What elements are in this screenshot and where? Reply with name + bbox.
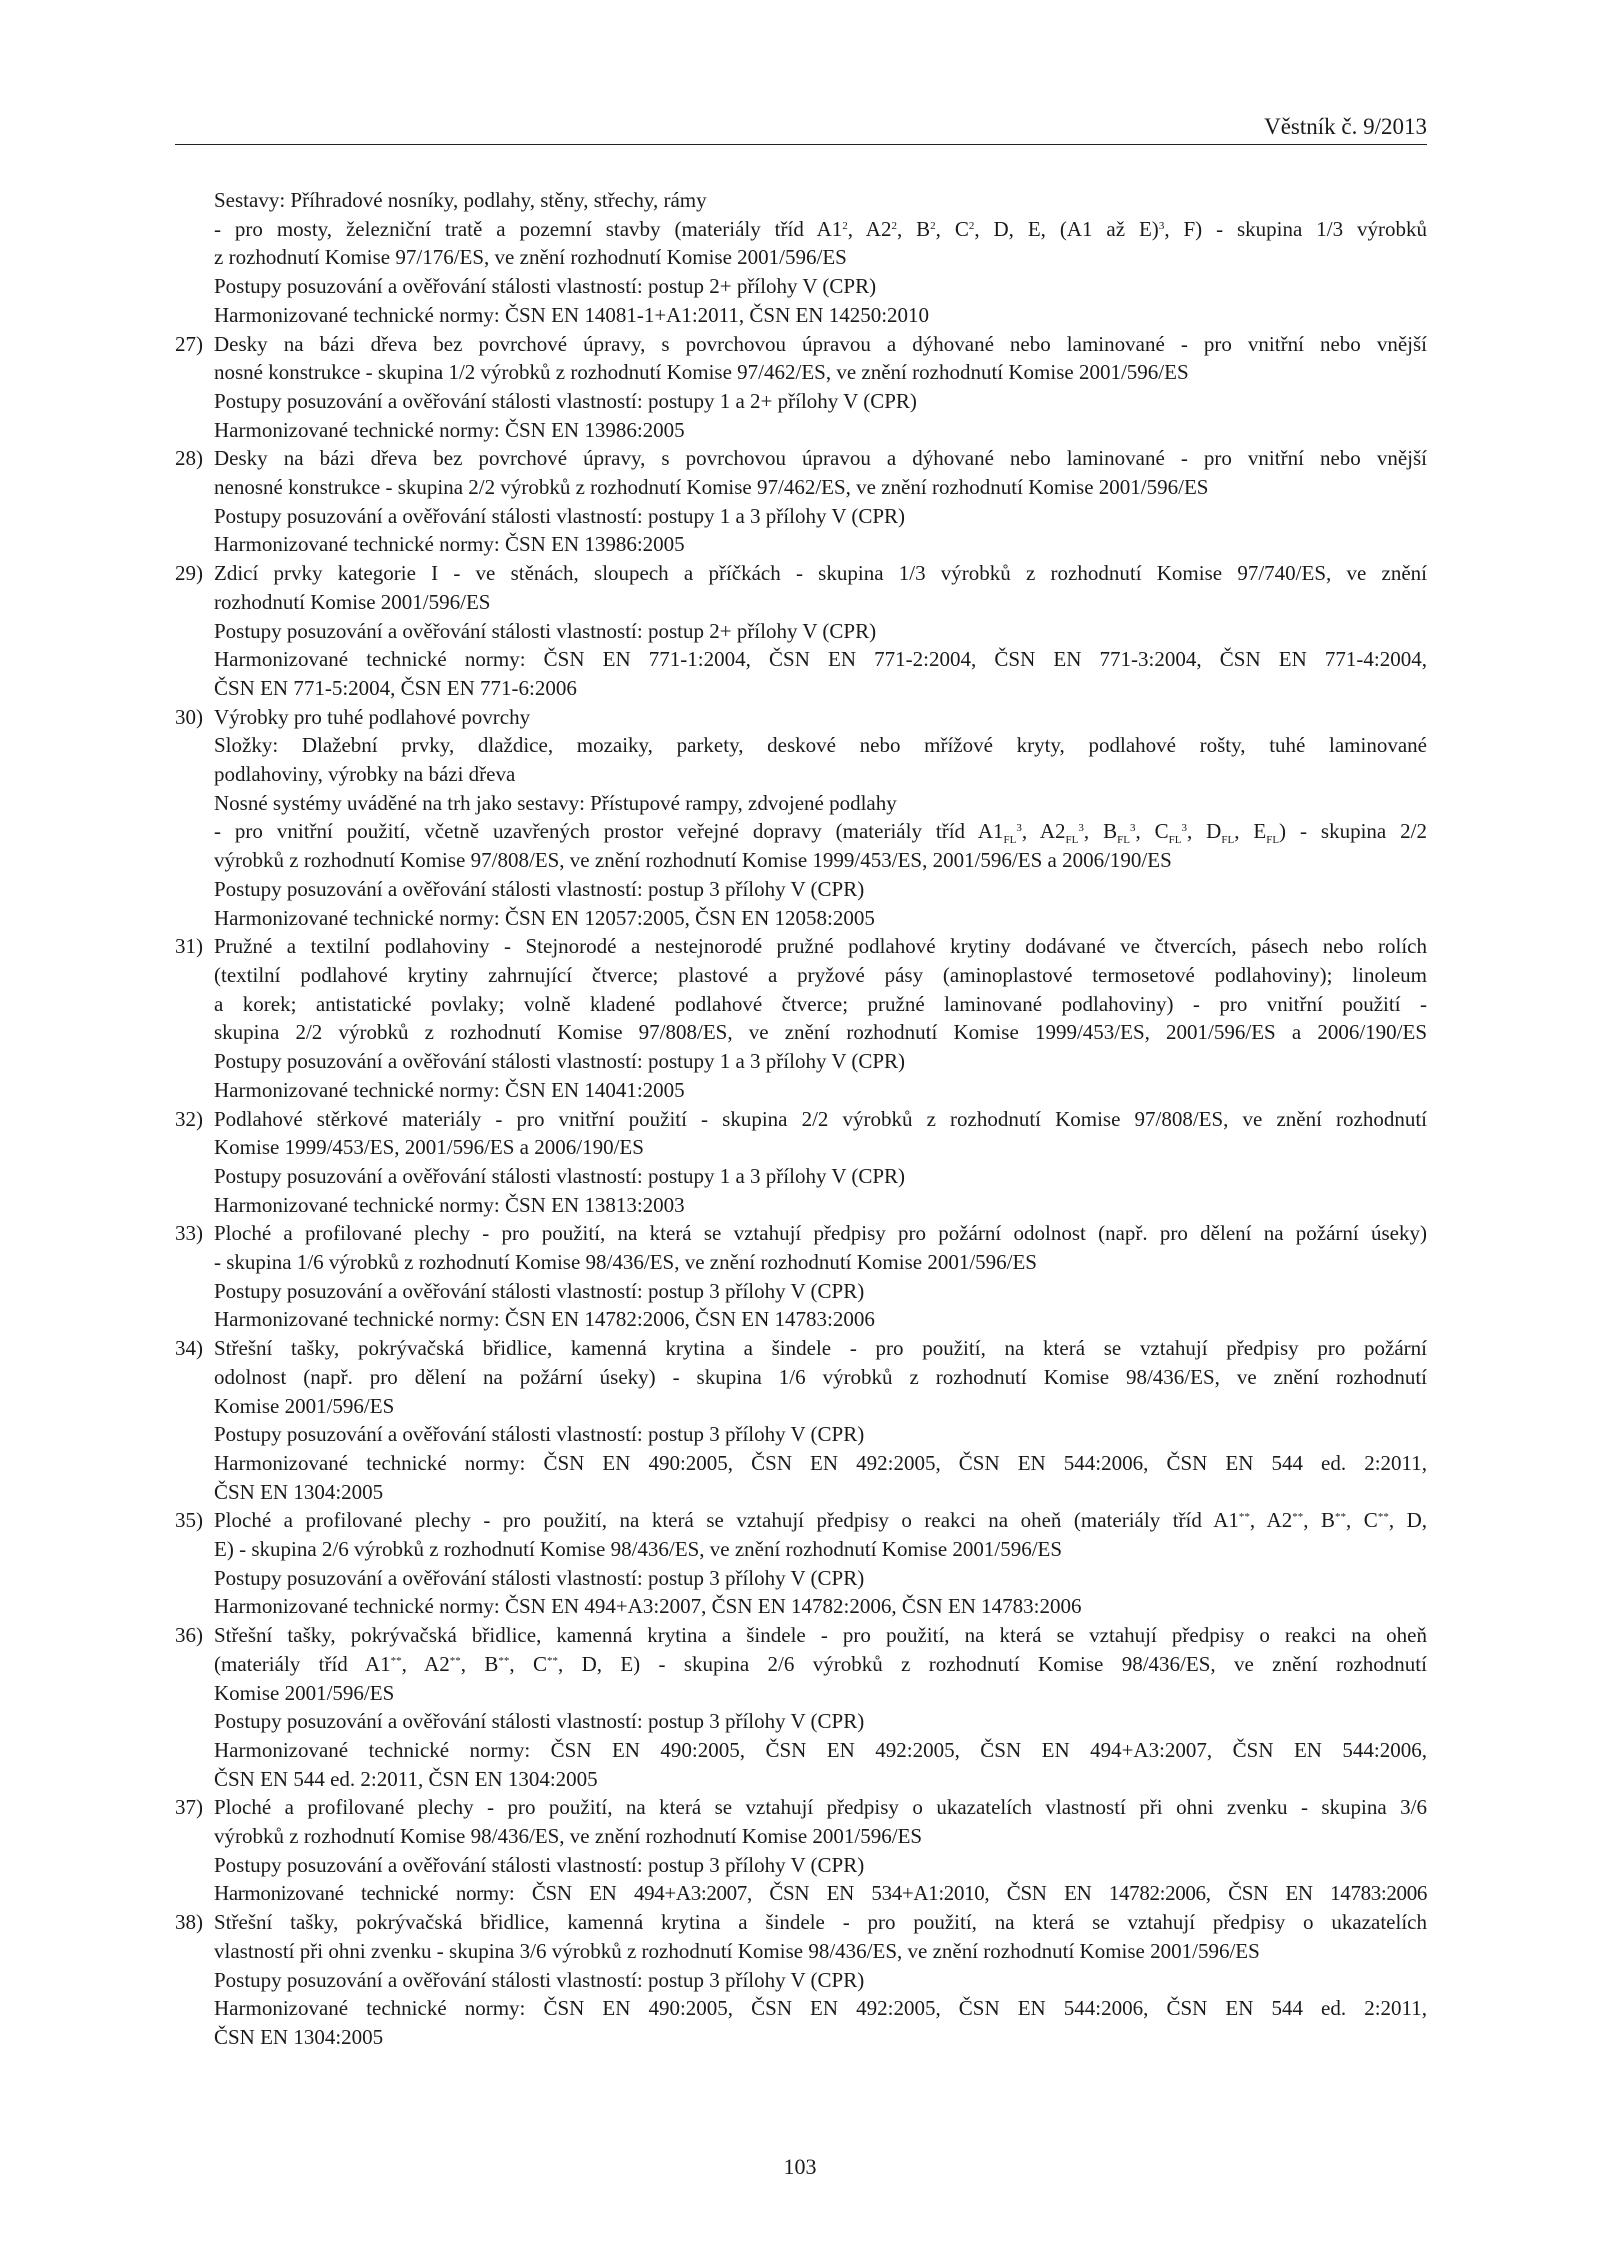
- text-line: Postupy posuzování a ověřování stálosti vlastností: postupy 1 a 2+ přílohy V (CPR): [214, 388, 917, 413]
- text-line: Postupy posuzování a ověřování stálosti vlastností: postup 3 přílohy V (CPR): [214, 876, 865, 901]
- text-line: Harmonizované technické normy: ČSN EN 14081-1+A1:2011, ČSN EN 14250:2010: [214, 302, 930, 327]
- text-line: Harmonizované technické normy: ČSN EN 771-1:2004, ČSN EN 771-2:2004, ČSN EN 771-3:2004, ČSN EN 771-4:2004,: [214, 647, 1427, 672]
- text-line: Sestavy: Příhradové nosníky, podlahy, stěny, střechy, rámy: [214, 188, 707, 212]
- text-line: 36) Střešní tašky, pokrývačská břidlice, kamenná krytina a šindele - pro použití, na která se vztahují předpisy o reakci na oheň: [175, 1621, 1427, 1650]
- text-line: Harmonizované technické normy: ČSN EN 13986:2005: [214, 417, 685, 442]
- text-line: 27) Desky na bázi dřeva bez povrchové úpravy, s povrchovou úpravou a dýhované nebo laminované - pro vnitřní nebo vnější: [175, 330, 1427, 359]
- text-line: 35) Ploché a profilované plechy - pro použití, na která se vztahují předpisy o reakci na oheň (materiály tříd A1**, A2**, B**, C**, D,: [175, 1506, 1427, 1535]
- list-item-27: [175, 330, 1427, 445]
- item-number: 30): [175, 704, 203, 729]
- item-number: 29): [175, 561, 203, 586]
- text-line: 37) Ploché a profilované plechy - pro použití, na která se vztahují předpisy o ukazatelích vlastností při ohni zvenku - skupina 3/6: [175, 1793, 1427, 1822]
- text-line: Harmonizované technické normy: ČSN EN 490:2005, ČSN EN 492:2005, ČSN EN 544:2006, ČSN EN 544 ed. 2:2011,: [214, 1996, 1427, 2021]
- item-number: 32): [175, 1106, 203, 1131]
- list-item-35: [175, 1506, 1427, 1621]
- text-line: ČSN EN 544 ed. 2:2011, ČSN EN 1304:2005: [214, 1766, 598, 1791]
- list-item-26-continuation: [175, 186, 1427, 330]
- text-line: Harmonizované technické normy: ČSN EN 490:2005, ČSN EN 492:2005, ČSN EN 544:2006, ČSN EN 544 ed. 2:2011,: [214, 1450, 1427, 1475]
- text-line: Harmonizované technické normy: ČSN EN 13813:2003: [214, 1192, 685, 1217]
- text-line: (textilní podlahové krytiny zahrnující čtverce; plastové a pryžové pásy (aminoplastové termosetové podlahoviny); linoleum: [214, 962, 1427, 987]
- list-item-31: [175, 932, 1427, 1104]
- text-line: Postupy posuzování a ověřování stálosti vlastností: postupy 1 a 3 přílohy V (CPR): [214, 503, 906, 528]
- text-line: Komise 1999/453/ES, 2001/596/ES a 2006/190/ES: [214, 1135, 644, 1160]
- text-line: Komise 2001/596/ES: [214, 1393, 395, 1418]
- text-line: ČSN EN 1304:2005: [214, 2025, 384, 2049]
- text-line: Harmonizované technické normy: ČSN EN 494+A3:2007, ČSN EN 534+A1:2010, ČSN EN 14782:2006, ČSN EN 14783:2006: [214, 1881, 1427, 1906]
- text-line: 38) Střešní tašky, pokrývačská břidlice, kamenná krytina a šindele - pro použití, na která se vztahují předpisy o ukazatelích: [175, 1908, 1427, 1937]
- text-line: Postupy posuzování a ověřování stálosti vlastností: postup 2+ přílohy V (CPR): [214, 618, 877, 643]
- item-number: 38): [175, 1910, 203, 1935]
- text-line: Harmonizované technické normy: ČSN EN 13986:2005: [214, 532, 685, 557]
- text-line: vlastností při ohni zvenku - skupina 3/6 výrobků z rozhodnutí Komise 98/436/ES, ve znění rozhodnutí Komise 2001/596/ES: [214, 1938, 1260, 1963]
- text-line: podlahoviny, výrobky na bázi dřeva: [214, 762, 516, 787]
- text-line: Komise 2001/596/ES: [214, 1680, 395, 1705]
- text-line: nosné konstrukce - skupina 1/2 výrobků z rozhodnutí Komise 97/462/ES, ve znění rozhodnutí Komise 2001/596/ES: [214, 360, 1189, 385]
- item-number: 33): [175, 1221, 203, 1246]
- text-line: 30) Výrobky pro tuhé podlahové povrchy: [175, 703, 1427, 732]
- text-line: 31) Pružné a textilní podlahoviny - Stejnorodé a nestejnorodé pružné podlahové krytiny dodávané ve čtvercích, pásech nebo rolích: [175, 932, 1427, 961]
- page-header: [175, 112, 1427, 145]
- list-item-30: [175, 703, 1427, 933]
- text-line: ČSN EN 1304:2005: [214, 1479, 384, 1504]
- text-line: Postupy posuzování a ověřování stálosti vlastností: postup 3 přílohy V (CPR): [214, 1278, 865, 1303]
- text-line: 33) Ploché a profilované plechy - pro použití, na která se vztahují předpisy pro požární odolnost (např. pro dělení na požární úseky): [175, 1219, 1427, 1248]
- text-line: 29) Zdicí prvky kategorie I - ve stěnách, sloupech a příčkách - skupina 1/3 výrobků z rozhodnutí Komise 97/740/ES, ve znění: [175, 559, 1427, 588]
- text-line: rozhodnutí Komise 2001/596/ES: [214, 589, 491, 614]
- text-line: Harmonizované technické normy: ČSN EN 490:2005, ČSN EN 492:2005, ČSN EN 494+A3:2007, ČSN EN 544:2006,: [214, 1737, 1427, 1762]
- item-number: 28): [175, 446, 203, 471]
- text-line: a korek; antistatické povlaky; volně kladené podlahové čtverce; pružné laminované podlahoviny) - pro vnitřní použití -: [214, 991, 1427, 1016]
- text-line: skupina 2/2 výrobků z rozhodnutí Komise 97/808/ES, ve znění rozhodnutí Komise 1999/453/ES, 2001/596/ES a 2006/190/ES: [214, 1020, 1427, 1045]
- text-line: Postupy posuzování a ověřování stálosti vlastností: postup 3 přílohy V (CPR): [214, 1422, 865, 1447]
- text-line: Postupy posuzování a ověřování stálosti vlastností: postupy 1 a 3 přílohy V (CPR): [214, 1049, 906, 1074]
- page-number: 103: [783, 2154, 817, 2179]
- text-line: - pro mosty, železniční tratě a pozemní stavby (materiály tříd $A1^2$, $A2^2$, $B^2$, $C^2$, D, E, (A1 až E)$^3$, F) - skupina 1/3 výrobků: [214, 216, 1427, 241]
- list-item-36: [175, 1621, 1427, 1793]
- list-item-32: [175, 1105, 1427, 1220]
- document-body: [175, 186, 1427, 2052]
- text-line: nenosné konstrukce - skupina 2/2 výrobků z rozhodnutí Komise 97/462/ES, ve znění rozhodnutí Komise 2001/596/ES: [214, 475, 1209, 500]
- text-line: ČSN EN 771-5:2004, ČSN EN 771-6:2006: [214, 675, 577, 700]
- text-line: 32) Podlahové stěrkové materiály - pro vnitřní použití - skupina 2/2 výrobků z rozhodnutí Komise 97/808/ES, ve znění rozhodnutí: [175, 1105, 1427, 1134]
- text-line: výrobků z rozhodnutí Komise 97/808/ES, ve znění rozhodnutí Komise 1999/453/ES, 2001/596/ES a 2006/190/ES: [214, 848, 1172, 873]
- item-number: 34): [175, 1336, 203, 1361]
- list-item-33: [175, 1219, 1427, 1334]
- text-line: odolnost (např. pro dělení na požární úseky) - skupina 1/6 výrobků z rozhodnutí Komise 98/436/ES, ve znění rozhodnutí: [214, 1364, 1427, 1389]
- text-line: Postupy posuzování a ověřování stálosti vlastností: postup 3 přílohy V (CPR): [214, 1852, 865, 1877]
- text-line: (materiály tříd A1**, A2**, B**, C**, D, E) - skupina 2/6 výrobků z rozhodnutí Komise 98/436/ES, ve znění rozhodnutí: [214, 1651, 1427, 1676]
- text-line: E) - skupina 2/6 výrobků z rozhodnutí Komise 98/436/ES, ve znění rozhodnutí Komise 2001/596/ES: [214, 1537, 1063, 1562]
- text-line: Nosné systémy uváděné na trh jako sestavy: Přístupové rampy, zdvojené podlahy: [214, 790, 897, 815]
- item-number: 37): [175, 1795, 203, 1820]
- list-item-38: [175, 1908, 1427, 2052]
- item-number: 31): [175, 934, 203, 959]
- text-line: Složky: Dlažební prvky, dlaždice, mozaiky, parkety, deskové nebo mřížové kryty, podlahové rošty, tuhé laminované: [214, 733, 1427, 758]
- journal-title: Věstník č. 9/2013: [1264, 114, 1427, 139]
- text-line: Harmonizované technické normy: ČSN EN 12057:2005, ČSN EN 12058:2005: [214, 905, 875, 930]
- item-number: 35): [175, 1508, 203, 1533]
- list-item-34: [175, 1334, 1427, 1506]
- item-number: 27): [175, 331, 203, 356]
- text-line: Postupy posuzování a ověřování stálosti vlastností: postupy 1 a 3 přílohy V (CPR): [214, 1163, 906, 1188]
- list-item-29: [175, 559, 1427, 703]
- text-line: Postupy posuzování a ověřování stálosti vlastností: postup 3 přílohy V (CPR): [214, 1565, 865, 1590]
- list-item-28: [175, 444, 1427, 559]
- text-line: 34) Střešní tašky, pokrývačská břidlice, kamenná krytina a šindele - pro použití, na která se vztahují předpisy pro požární: [175, 1334, 1427, 1363]
- text-line: Postupy posuzování a ověřování stálosti vlastností: postup 3 přílohy V (CPR): [214, 1709, 865, 1734]
- text-line: - pro vnitřní použití, včetně uzavřených prostor veřejné dopravy (materiály tříd $A1_{FL}^3$, $A2_{FL}^3$, $B_{FL}^3$, $C_{FL}^3$, $D_{FL}$, $E_{FL}$) - skupina 2/2: [214, 819, 1428, 847]
- item-number: 36): [175, 1623, 203, 1648]
- page-footer: [0, 2153, 1600, 2181]
- text-line: Postupy posuzování a ověřování stálosti vlastností: postup 2+ přílohy V (CPR): [214, 274, 877, 299]
- text-line: Postupy posuzování a ověřování stálosti vlastností: postup 3 přílohy V (CPR): [214, 1967, 865, 1992]
- list-item-37: [175, 1793, 1427, 1908]
- text-line: 28) Desky na bázi dřeva bez povrchové úpravy, s povrchovou úpravou a dýhované nebo laminované - pro vnitřní nebo vnější: [175, 444, 1427, 473]
- text-line: výrobků z rozhodnutí Komise 98/436/ES, ve znění rozhodnutí Komise 2001/596/ES: [214, 1824, 923, 1849]
- text-line: Harmonizované technické normy: ČSN EN 14782:2006, ČSN EN 14783:2006: [214, 1307, 875, 1332]
- text-line: - skupina 1/6 výrobků z rozhodnutí Komise 98/436/ES, ve znění rozhodnutí Komise 2001/596/ES: [214, 1250, 1037, 1275]
- text-line: Harmonizované technické normy: ČSN EN 14041:2005: [214, 1077, 685, 1102]
- text-line: Harmonizované technické normy: ČSN EN 494+A3:2007, ČSN EN 14782:2006, ČSN EN 14783:2006: [214, 1594, 1082, 1619]
- text-line: z rozhodnutí Komise 97/176/ES, ve znění rozhodnutí Komise 2001/596/ES: [214, 245, 847, 270]
